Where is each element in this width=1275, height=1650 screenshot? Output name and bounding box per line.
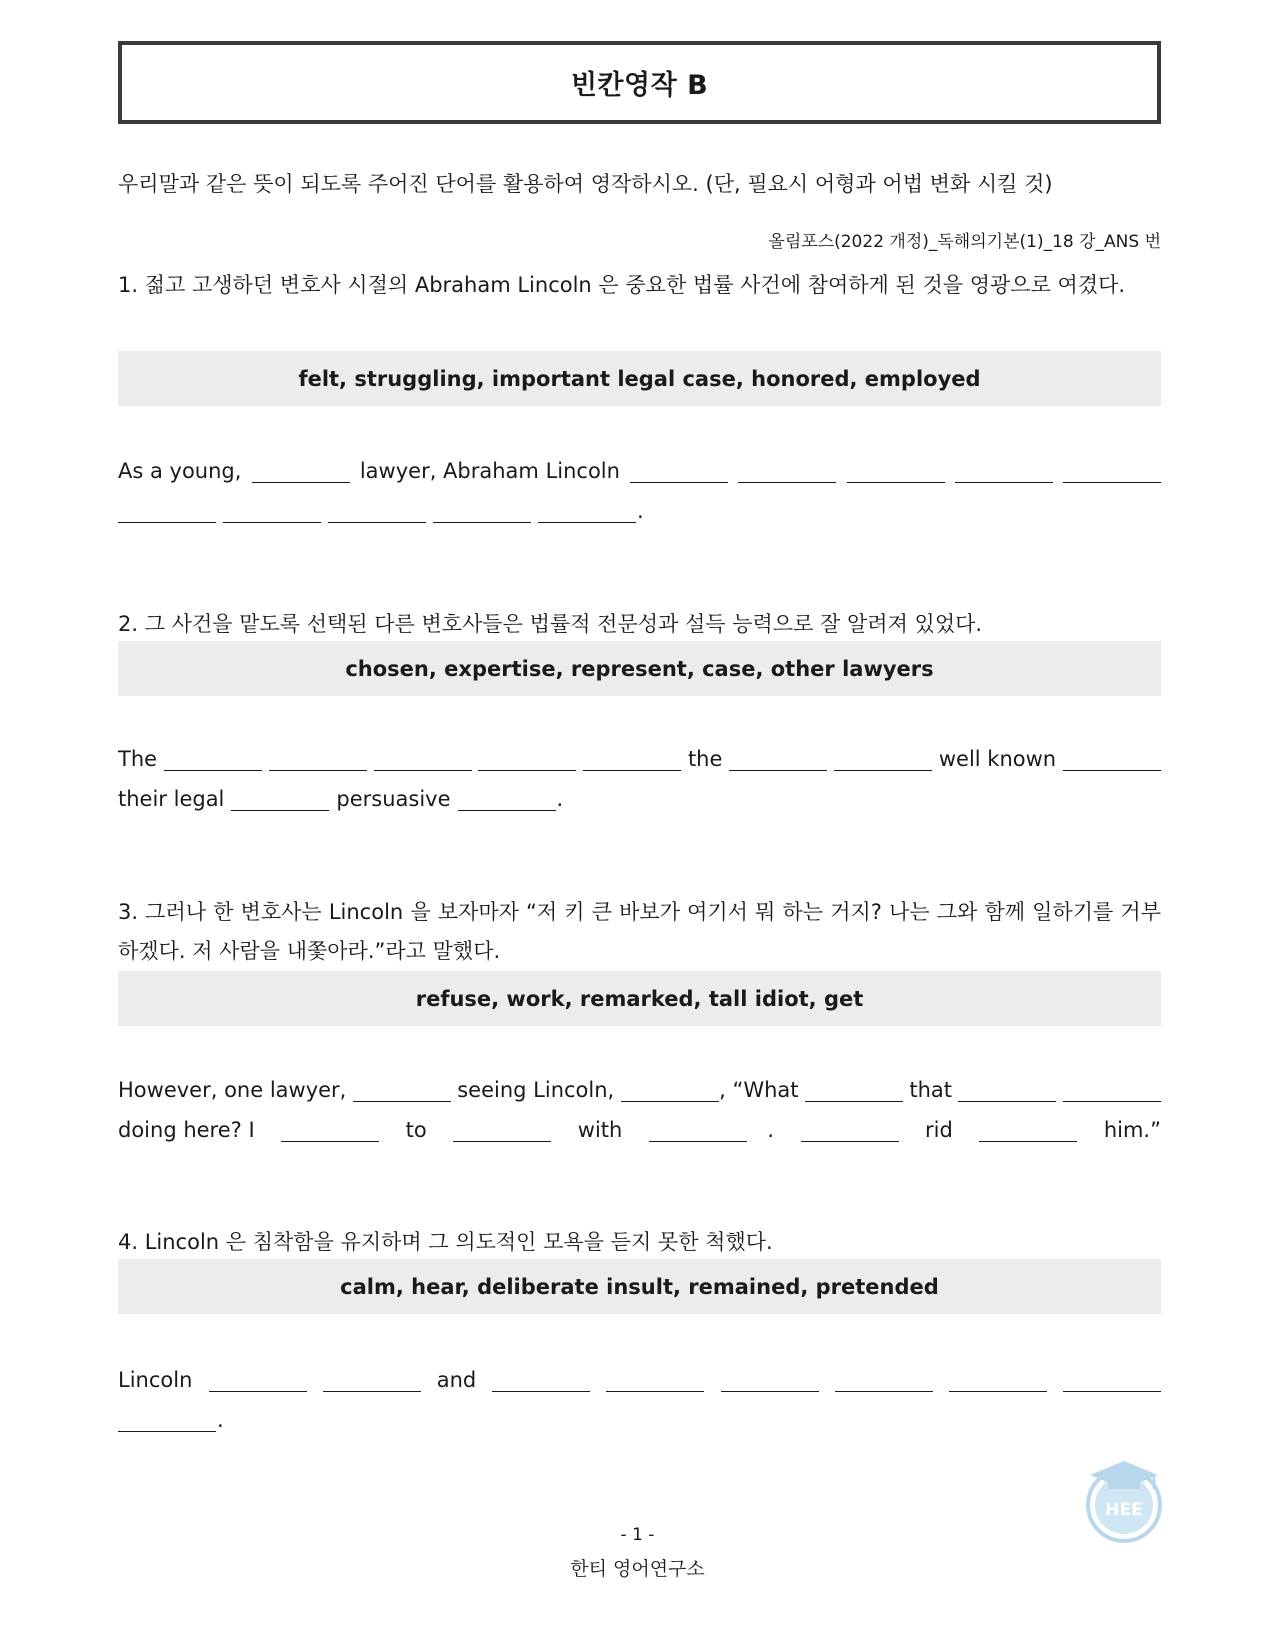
answer-blank[interactable] bbox=[433, 495, 531, 523]
answer-blank[interactable] bbox=[949, 1364, 1047, 1392]
question-1-words: felt, struggling, important legal case, honored, employed bbox=[298, 366, 981, 391]
answer-text: rid bbox=[925, 1118, 953, 1142]
question-2-answer bbox=[118, 731, 1161, 811]
answer-text: and bbox=[436, 1368, 477, 1392]
question-3-korean: 3. 그러나 한 변호사는 Lincoln 을 보자마자 “저 키 큰 바보가 여기서 뭐 하는 거지? 나는 그와 함께 일하기를 거부하겠다. 저 사람을 내쫓아라.”라고 말했다. bbox=[118, 900, 1161, 963]
answer-blank[interactable] bbox=[1063, 1074, 1161, 1102]
answer-blank[interactable] bbox=[583, 743, 681, 771]
question-3-word-box bbox=[118, 971, 1161, 1026]
answer-text: However, one lawyer, bbox=[118, 1078, 347, 1102]
hee-logo bbox=[1080, 1455, 1168, 1543]
answer-text: , “What bbox=[719, 1078, 799, 1102]
answer-text: him.” bbox=[1103, 1118, 1161, 1142]
page-number: - 1 - bbox=[620, 1525, 655, 1545]
answer-blank[interactable] bbox=[721, 1364, 819, 1392]
answer-blank[interactable] bbox=[958, 1074, 1056, 1102]
answer-blank[interactable] bbox=[805, 1074, 903, 1102]
answer-blank[interactable] bbox=[353, 1074, 451, 1102]
question-4-words: calm, hear, deliberate insult, remained, pretended bbox=[340, 1274, 939, 1299]
answer-blank[interactable] bbox=[1063, 455, 1161, 483]
question-1-line-2 bbox=[118, 483, 1161, 523]
answer-blank[interactable] bbox=[979, 1114, 1077, 1142]
answer-text: seeing Lincoln, bbox=[457, 1078, 615, 1102]
answer-blank[interactable] bbox=[281, 1114, 379, 1142]
question-4-answer bbox=[118, 1352, 1161, 1432]
answer-blank[interactable] bbox=[223, 495, 321, 523]
question-4-line-1 bbox=[118, 1352, 1161, 1392]
answer-blank[interactable] bbox=[834, 743, 932, 771]
question-3-line-2 bbox=[118, 1102, 1161, 1142]
answer-blank[interactable] bbox=[738, 455, 836, 483]
answer-blank[interactable] bbox=[955, 455, 1053, 483]
answer-blank[interactable] bbox=[323, 1364, 421, 1392]
question-2-words: chosen, expertise, represent, case, other lawyers bbox=[345, 656, 934, 681]
answer-text: As a young, bbox=[118, 459, 242, 483]
title-box bbox=[118, 41, 1161, 124]
answer-blank[interactable] bbox=[649, 1114, 747, 1142]
answer-blank[interactable] bbox=[164, 743, 262, 771]
answer-blank[interactable] bbox=[252, 455, 350, 483]
answer-blank[interactable] bbox=[209, 1364, 307, 1392]
question-3-answer bbox=[118, 1062, 1161, 1142]
answer-blank[interactable] bbox=[458, 783, 556, 811]
answer-text: that bbox=[909, 1078, 953, 1102]
question-4-word-box bbox=[118, 1259, 1161, 1314]
question-1-answer bbox=[118, 443, 1161, 523]
answer-blank[interactable] bbox=[1063, 1364, 1161, 1392]
question-3-words: refuse, work, remarked, tall idiot, get bbox=[415, 986, 864, 1011]
answer-text: . bbox=[637, 499, 644, 523]
answer-blank[interactable] bbox=[847, 455, 945, 483]
answer-text: well known bbox=[938, 747, 1057, 771]
graduation-cap-icon bbox=[1090, 1461, 1158, 1489]
answer-blank[interactable] bbox=[328, 495, 426, 523]
answer-text: doing here? I bbox=[118, 1118, 255, 1142]
answer-blank[interactable] bbox=[538, 495, 636, 523]
question-1-line-1 bbox=[118, 443, 1161, 483]
question-4-line-2 bbox=[118, 1392, 1161, 1432]
question-1-korean: 1. 젊고 고생하던 변호사 시절의 Abraham Lincoln 은 중요한 법률 사건에 참여하게 된 것을 영광으로 여겼다. bbox=[118, 273, 1126, 297]
source-reference: 올림포스(2022 개정)_독해의기본(1)_18 강_ANS 번 bbox=[768, 232, 1161, 252]
answer-text: . bbox=[767, 1118, 775, 1142]
answer-text: to bbox=[405, 1118, 427, 1142]
answer-blank[interactable] bbox=[269, 743, 367, 771]
answer-blank[interactable] bbox=[835, 1364, 933, 1392]
answer-blank[interactable] bbox=[231, 783, 329, 811]
page-title: 빈칸영작 B bbox=[570, 70, 709, 101]
question-4-korean: 4. Lincoln 은 침착함을 유지하며 그 의도적인 모욕을 듣지 못한 척했다. bbox=[118, 1230, 773, 1254]
question-3-line-1 bbox=[118, 1062, 1161, 1102]
answer-blank[interactable] bbox=[118, 495, 216, 523]
footer-publisher: 한티 영어연구소 bbox=[570, 1558, 705, 1580]
question-2-line-2 bbox=[118, 771, 1161, 811]
answer-text: The bbox=[118, 747, 158, 771]
question-2-line-1 bbox=[118, 731, 1161, 771]
answer-blank[interactable] bbox=[606, 1364, 704, 1392]
question-1-word-box bbox=[118, 351, 1161, 406]
answer-text: with bbox=[577, 1118, 623, 1142]
answer-blank[interactable] bbox=[729, 743, 827, 771]
answer-text: their legal bbox=[118, 787, 225, 811]
answer-blank[interactable] bbox=[630, 455, 728, 483]
answer-blank[interactable] bbox=[621, 1074, 719, 1102]
answer-text: . bbox=[556, 787, 564, 811]
answer-text: Lincoln bbox=[118, 1368, 193, 1392]
question-2-korean: 2. 그 사건을 맡도록 선택된 다른 변호사들은 법률적 전문성과 설득 능력으로 잘 알려져 있었다. bbox=[118, 612, 983, 636]
answer-blank[interactable] bbox=[374, 743, 472, 771]
answer-blank[interactable] bbox=[118, 1404, 216, 1432]
answer-text: . bbox=[217, 1408, 224, 1432]
answer-blank[interactable] bbox=[492, 1364, 590, 1392]
question-2-word-box bbox=[118, 641, 1161, 696]
answer-blank[interactable] bbox=[801, 1114, 899, 1142]
logo-text: HEE bbox=[1105, 1500, 1143, 1520]
answer-text: persuasive bbox=[336, 787, 451, 811]
answer-blank[interactable] bbox=[478, 743, 576, 771]
answer-text: lawyer, Abraham Lincoln bbox=[359, 459, 620, 483]
instruction-text: 우리말과 같은 뜻이 되도록 주어진 단어를 활용하여 영작하시오. (단, 필요시 어형과 어법 변화 시킬 것) bbox=[118, 172, 1053, 196]
answer-blank[interactable] bbox=[1063, 743, 1161, 771]
answer-blank[interactable] bbox=[453, 1114, 551, 1142]
answer-text: the bbox=[687, 747, 723, 771]
